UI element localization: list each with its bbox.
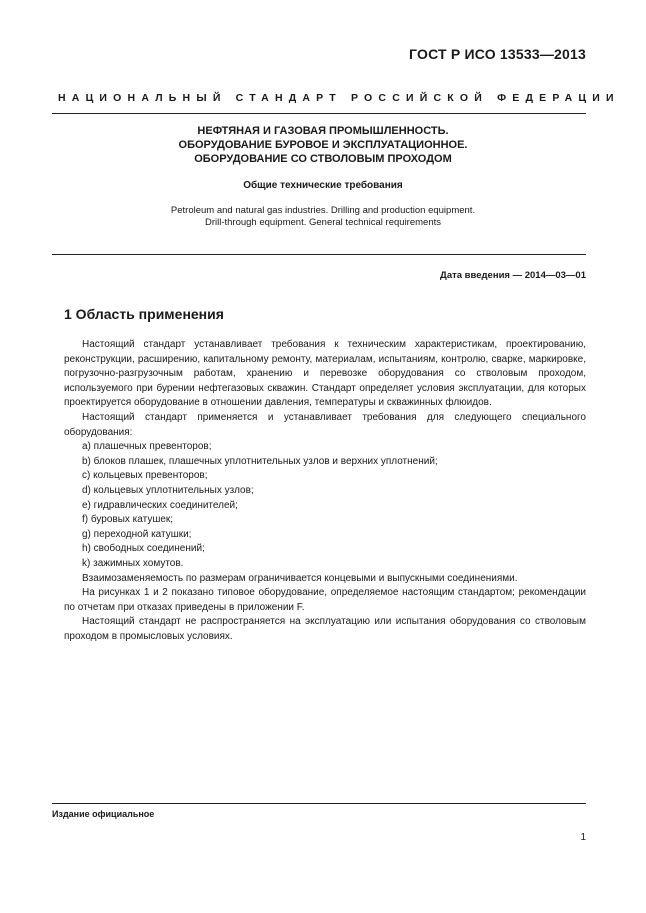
list-item: k) зажимных хомутов. (82, 557, 184, 569)
paragraph-applicability: Настоящий стандарт применяется и устанавливает требования для следующего специального оборудования: (64, 411, 586, 438)
national-standard-heading: НАЦИОНАЛЬНЫЙ СТАНДАРТ РОССИЙСКОЙ ФЕДЕРАЦИИ (58, 92, 620, 104)
paragraph-figures: На рисунках 1 и 2 показано типовое оборудование, определяемое настоящим стандартом; рекомендации по отчетам при отказах приведены в приложении F. (64, 587, 586, 613)
official-edition-label: Издание официальное (52, 809, 155, 819)
section-heading: 1 Область применения (64, 306, 224, 322)
section-body (64, 338, 586, 644)
list-item: h) свободных соединений; (82, 543, 205, 555)
top-divider (52, 113, 586, 114)
page-number: 1 (580, 832, 586, 843)
standard-subtitle: Общие технические требования (243, 180, 403, 191)
introduction-date: Дата введения — 2014—03—01 (440, 270, 586, 281)
list-item: e) гидравлических соединителей; (82, 499, 238, 511)
list-item: f) буровых катушек; (82, 514, 174, 526)
list-item: b) блоков плашек, плашечных уплотнительных узлов и верхних уплотнений; (82, 455, 438, 467)
list-item: c) кольцевых превенторов; (82, 470, 208, 482)
standard-title (60, 124, 586, 166)
title-line-3: ОБОРУДОВАНИЕ СО СТВОЛОВЫМ ПРОХОДОМ (194, 153, 452, 165)
english-title-line-1: Petroleum and natural gas industries. Drilling and production equipment. (170, 205, 476, 216)
document-code: ГОСТ Р ИСО 13533—2013 (409, 46, 586, 62)
middle-divider (52, 254, 586, 255)
paragraph-scope: Настоящий стандарт устанавливает требования к техническим характеристикам, проектированию, реконструкции, расширению, капитальному ремонту, материалам, испытаниям, контролю, сварке, маркировке, погрузочно-разгрузочным работам, хранению и перевозке оборудования со стволовым проходом, используемого при бурении нефтегазовых скважин. Стандарт определяет условия эксплуатации, для которых проектируется оборудование в отношении давления, температуры и скважинных флюидов. (64, 339, 586, 409)
list-item: a) плашечных превенторов; (82, 441, 212, 453)
paragraph-exclusion: Настоящий стандарт не распространяется на эксплуатацию или испытания оборудования со стволовым проходом в промысловых условиях. (64, 616, 586, 642)
title-line-2: ОБОРУДОВАНИЕ БУРОВОЕ И ЭКСПЛУАТАЦИОННОЕ. (178, 139, 468, 151)
list-item: g) переходной катушки; (82, 528, 192, 540)
footer-divider (52, 803, 586, 804)
paragraph-interchangeability: Взаимозаменяемость по размерам ограничивается концевыми и выпускными соединениями. (82, 572, 518, 584)
title-line-1: НЕФТЯНАЯ И ГАЗОВАЯ ПРОМЫШЛЕННОСТЬ. (197, 125, 449, 137)
english-title-line-2: Drill-through equipment. General technical requirements (204, 217, 442, 228)
english-title (60, 205, 586, 229)
list-item: d) кольцевых уплотнительных узлов; (82, 484, 254, 496)
